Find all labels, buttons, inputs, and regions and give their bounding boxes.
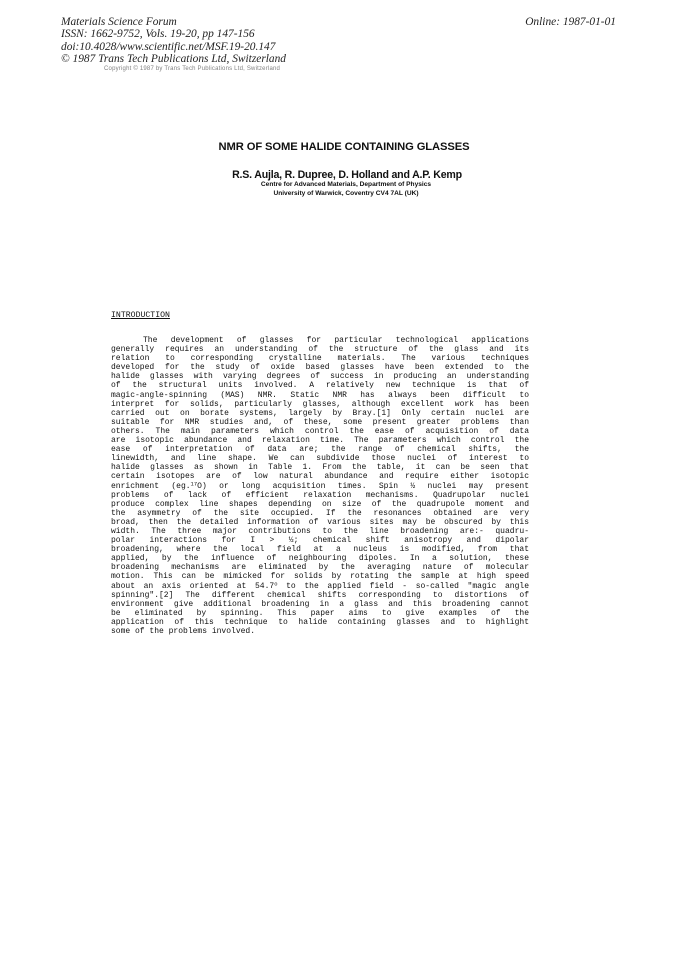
body-line: broadening mechanisms are eliminated by the averaging nature of molecular <box>111 563 529 573</box>
issn-line: ISSN: 1662-9752, Vols. 19-20, pp 147-156 <box>61 28 255 41</box>
body-line: some of the problems involved. <box>111 627 256 636</box>
paper-authors: R.S. Aujla, R. Dupree, D. Holland and A.P. Kemp <box>232 169 462 181</box>
isotope-superscript: 17 <box>190 481 198 487</box>
body-line-text: enrichment (eg. <box>111 481 191 491</box>
degree-superscript: o <box>274 581 278 588</box>
body-line: of the structural units involved. A relatively new technique is that of <box>111 381 529 391</box>
body-line: developed for the study of oxide based glasses have been extended to the <box>111 363 529 373</box>
body-line: generally requires an understanding of the structure of the glass and its <box>111 345 529 355</box>
body-line-with-isotope <box>111 482 529 491</box>
publication-meta <box>61 16 286 66</box>
body-line: broadening, where the local field at a nucleus is modified, from that <box>111 545 529 555</box>
body-line: motion. This can be mimicked for solids by rotating the sample at high speed <box>111 572 529 582</box>
paper-title: NMR OF SOME HALIDE CONTAINING GLASSES <box>218 141 470 153</box>
body-line: the asymmetry of the site occupied. If the resonances obtained are very <box>111 508 529 518</box>
body-line: halide glasses with varying degrees of success in producing an understanding <box>111 372 529 382</box>
body-line: problems of lack of efficient relaxation mechanisms. Quadrupolar nuclei <box>111 490 529 500</box>
doi-line: doi:10.4028/www.scientific.net/MSF.19-20.147 <box>61 40 276 53</box>
body-line: others. The main parameters which control the ease of acquisition of data <box>111 426 529 436</box>
body-line-text: about an axis oriented at 54.7 <box>111 581 275 591</box>
body-line: halide glasses as shown in Table 1. From the table, it can be seen that <box>111 463 529 473</box>
body-line: produce complex line shapes depending on size of the quadrupole moment and <box>111 499 529 509</box>
body-line: application of this technique to halide containing glasses and to highlight <box>111 617 529 627</box>
body-line: relation to corresponding crystalline materials. The various techniques <box>111 354 529 364</box>
affiliation-line-2: University of Warwick, Coventry CV4 7AL (UK) <box>273 190 419 197</box>
body-line: The development of glasses for particular technological applications <box>143 336 529 345</box>
body-line: carried out on borate systems, largely by Bray.[1] Only certain nuclei are <box>111 408 529 418</box>
body-line: certain isotopes are of low natural abundance and require either isotopic <box>111 472 529 482</box>
body-line: applied, by the influence of neighbouring dipoles. In a solution, these <box>111 554 529 564</box>
journal-name: Materials Science Forum <box>61 16 177 28</box>
body-line-text: to the applied field - so-called "magic angle <box>277 581 529 591</box>
body-line: linewidth, and line shape. We can subdivide those nuclei of interest to <box>111 454 529 464</box>
body-line: width. The three major contributions to the line broadening are:- quadru- <box>111 526 529 536</box>
body-line: are isotopic abundance and relaxation time. The parameters which control the <box>111 436 529 446</box>
section-heading: INTRODUCTION <box>111 311 170 320</box>
body-line: ease of interpretation of data are; the range of chemical shifts, the <box>111 445 529 455</box>
body-line-text: O) or long acquisition times. Spin ½ nuclei may present <box>197 481 529 491</box>
online-date: Online: 1987-01-01 <box>525 16 616 28</box>
body-line: polar interactions for I > ½; chemical shift anisotropy and dipolar <box>111 536 529 546</box>
body-line: magic-angle-spinning (MAS) NMR. Static NMR has always been difficult to <box>111 390 529 400</box>
copyright-line: © 1987 Trans Tech Publications Ltd, Switzerland <box>61 53 286 66</box>
body-line: suitable for NMR studies and, of these, some present greater problems than <box>111 417 529 427</box>
body-line: interpret for solids, particularly glasses, although excellent work has been <box>111 399 529 409</box>
body-line-with-degree <box>111 582 529 591</box>
body-line: be eliminated by spinning. This paper aims to give examples of the <box>111 608 529 618</box>
body-line: spinning".[2] The different chemical shifts corresponding to distortions of <box>111 590 529 600</box>
faded-copyright-strip: Copyright © 1987 by Trans Tech Publications Ltd, Switzerland <box>104 66 281 72</box>
body-line: broad, then the detailed information of various sites may be obscured by this <box>111 517 529 527</box>
body-text <box>111 336 529 636</box>
affiliation-line-1: Centre for Advanced Materials, Department of Physics <box>260 181 432 188</box>
body-line: environment give additional broadening in a glass and this broadening cannot <box>111 599 529 609</box>
